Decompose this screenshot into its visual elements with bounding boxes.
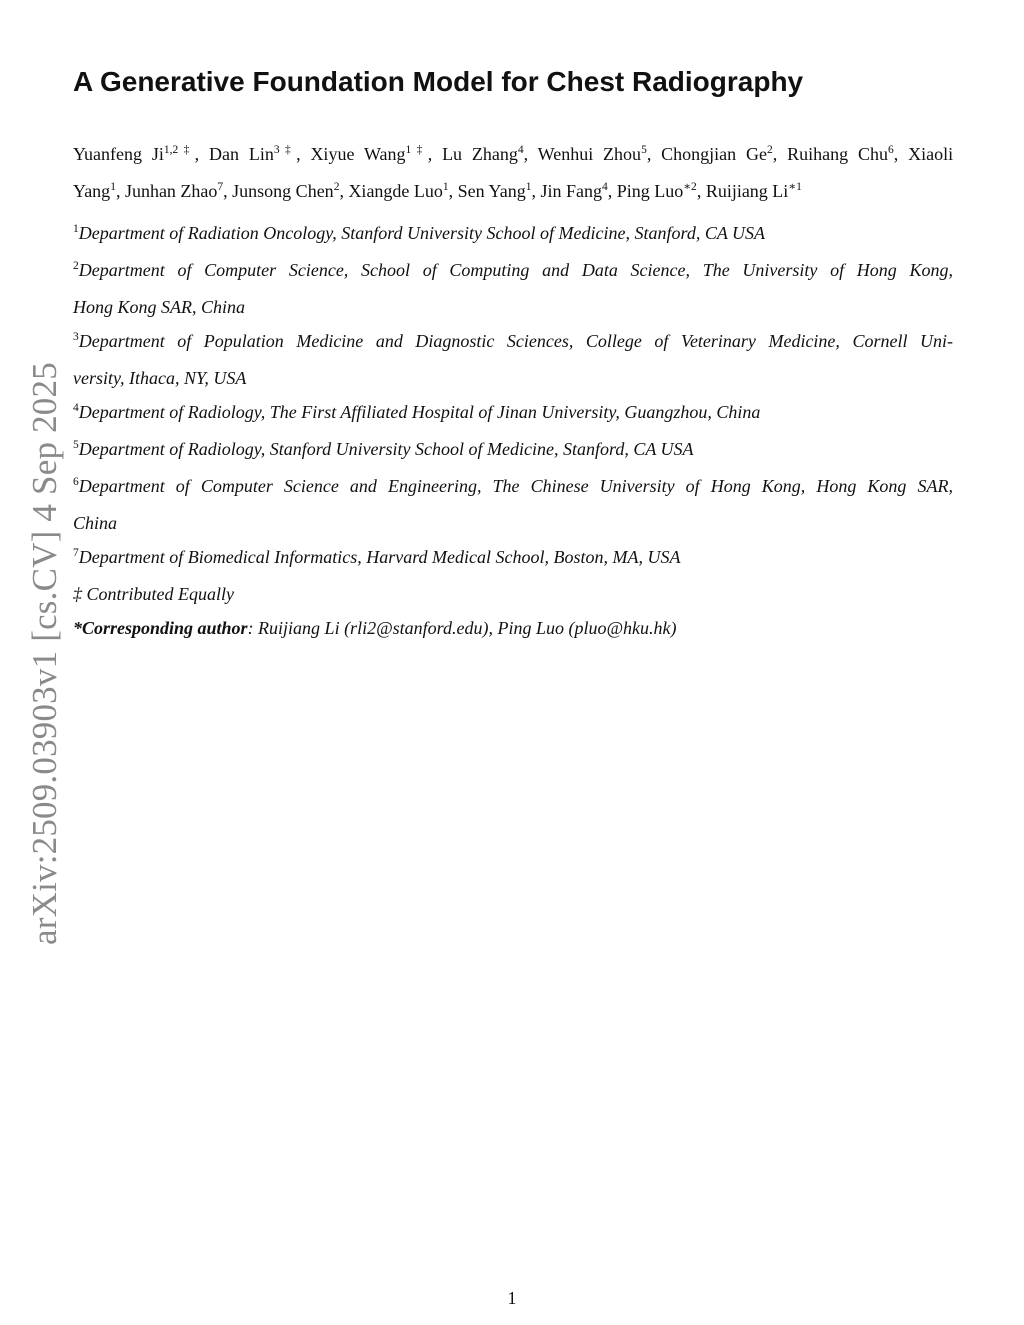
affiliation-number: 2 [73, 260, 79, 272]
affiliation-number: 7 [73, 547, 79, 559]
author-name: Ping Luo [616, 181, 684, 201]
author-name: Ruijiang Li [705, 181, 789, 201]
author-name: Yuanfeng Ji [73, 144, 164, 164]
affiliation-text: versity, Ithaca, NY, USA [73, 368, 247, 388]
affiliation-text: Department of Radiology, Stanford University School of Medicine, Stanford, CA USA [78, 439, 694, 459]
affiliation-6 [73, 469, 953, 506]
author-affiliation-marker: 2 [767, 144, 773, 156]
author-name: Xiangde Luo [348, 181, 443, 201]
affiliation-text: Department of Population Medicine and Diagnostic Sciences, College of Veterinary Medicine, Cornell Uni- [78, 331, 953, 351]
affiliation-text: Department of Biomedical Informatics, Harvard Medical School, Boston, MA, USA [78, 547, 681, 567]
author-affiliation-marker: 2 [333, 181, 340, 193]
author-name: Lu Zhang [442, 144, 518, 164]
affiliation-7 [73, 540, 953, 577]
author-affiliation-marker: 1 [110, 181, 116, 193]
author-affiliation-marker: 1,2‡ [163, 144, 195, 156]
author-affiliation-marker: 6 [887, 144, 894, 156]
affiliation-number: 4 [73, 402, 79, 414]
affiliation-list [73, 216, 953, 645]
author-name: Dan Lin [209, 144, 274, 164]
author-name: Xiyue Wang [310, 144, 406, 164]
page-number: 1 [507, 1288, 517, 1308]
affiliation-3 [73, 324, 953, 361]
author-name: Ruihang Chu [787, 144, 888, 164]
contributed-equally-note: ‡ Contributed Equally [73, 584, 234, 604]
author-name: Yang [73, 181, 111, 201]
affiliation-number: 6 [73, 476, 79, 488]
corresponding-author-note [73, 611, 953, 645]
affiliation-text: Department of Radiology, The First Affiliated Hospital of Jinan University, Guangzhou, China [78, 402, 761, 422]
affiliation-1 [73, 216, 953, 253]
affiliation-text: Department of Computer Science, School of Computing and Data Science, The University of Hong Kong, [78, 260, 953, 280]
author-affiliation-marker: 1‡ [405, 144, 428, 156]
author-affiliation-marker: ∗2 [683, 181, 697, 193]
author-name: Wenhui Zhou [537, 144, 642, 164]
author-affiliation-marker: ∗1 [788, 181, 802, 193]
affiliation-2 [73, 253, 953, 290]
author-affiliation-marker: 1 [442, 181, 449, 193]
affiliation-text: Hong Kong SAR, China [73, 297, 246, 317]
author-name: Xiaoli [908, 144, 954, 164]
author-line: Yuanfeng $Ji^{1,2\ddagger}$, Dan Lin$^{3\ddagger}$, Xiyue Wang$^{1\ddagger}$, Lu Zhang$^4$, Wenhui Zhou$^5$, Chongjian Ge$^2$, Ruihang Chu$^6$, Xiaoli [73, 144, 954, 164]
affiliation-4 [73, 395, 953, 432]
author-name: Sen Yang [457, 181, 526, 201]
author-name: Junsong Chen [232, 181, 334, 201]
author-list [73, 137, 953, 211]
author-affiliation-marker: 4 [517, 144, 524, 156]
arxiv-identifier-stamp: arXiv:2509.03903v1 [cs.CV] 4 Sep 2025 [25, 362, 64, 945]
author-affiliation-marker: 5 [641, 144, 647, 156]
author-affiliation-marker: 7 [217, 181, 224, 193]
affiliation-6-continued [73, 506, 953, 540]
paper-title: A Generative Foundation Model for Chest Radiography [73, 66, 804, 97]
author-name: Chongjian Ge [661, 144, 768, 164]
affiliation-number: 5 [73, 439, 79, 451]
affiliation-2-continued [73, 290, 953, 324]
affiliation-number: 1 [73, 223, 79, 235]
corresponding-author-label: *Corresponding author [73, 618, 248, 638]
affiliation-text: Department of Radiation Oncology, Stanford University School of Medicine, Stanford, CA USA [78, 223, 765, 243]
affiliation-text: Department of Computer Science and Engineering, The Chinese University of Hong Kong, Hong Kong SAR, [78, 476, 953, 496]
author-affiliation-marker: 4 [601, 181, 608, 193]
author-line: Yang$^1$, Junhan Zhao$^7$, Junsong Chen$^2$, Xiangde Luo$^1$, Sen Yang$^1$, Jin Fang$^4$, Ping Luo$^{∗2}$, Ruijiang $Li^{∗1}$ [73, 181, 802, 201]
author-name: Jin Fang [540, 181, 602, 201]
corresponding-author-text: : Ruijiang Li (rli2@stanford.edu), Ping Luo (pluo@hku.hk) [247, 618, 677, 638]
author-affiliation-marker: 3‡ [273, 144, 297, 156]
affiliation-number: 3 [73, 331, 79, 343]
author-name: Junhan Zhao [124, 181, 218, 201]
affiliation-text: China [73, 513, 118, 533]
affiliation-5 [73, 432, 953, 469]
affiliation-3-continued [73, 361, 953, 395]
author-affiliation-marker: 1 [525, 181, 532, 193]
